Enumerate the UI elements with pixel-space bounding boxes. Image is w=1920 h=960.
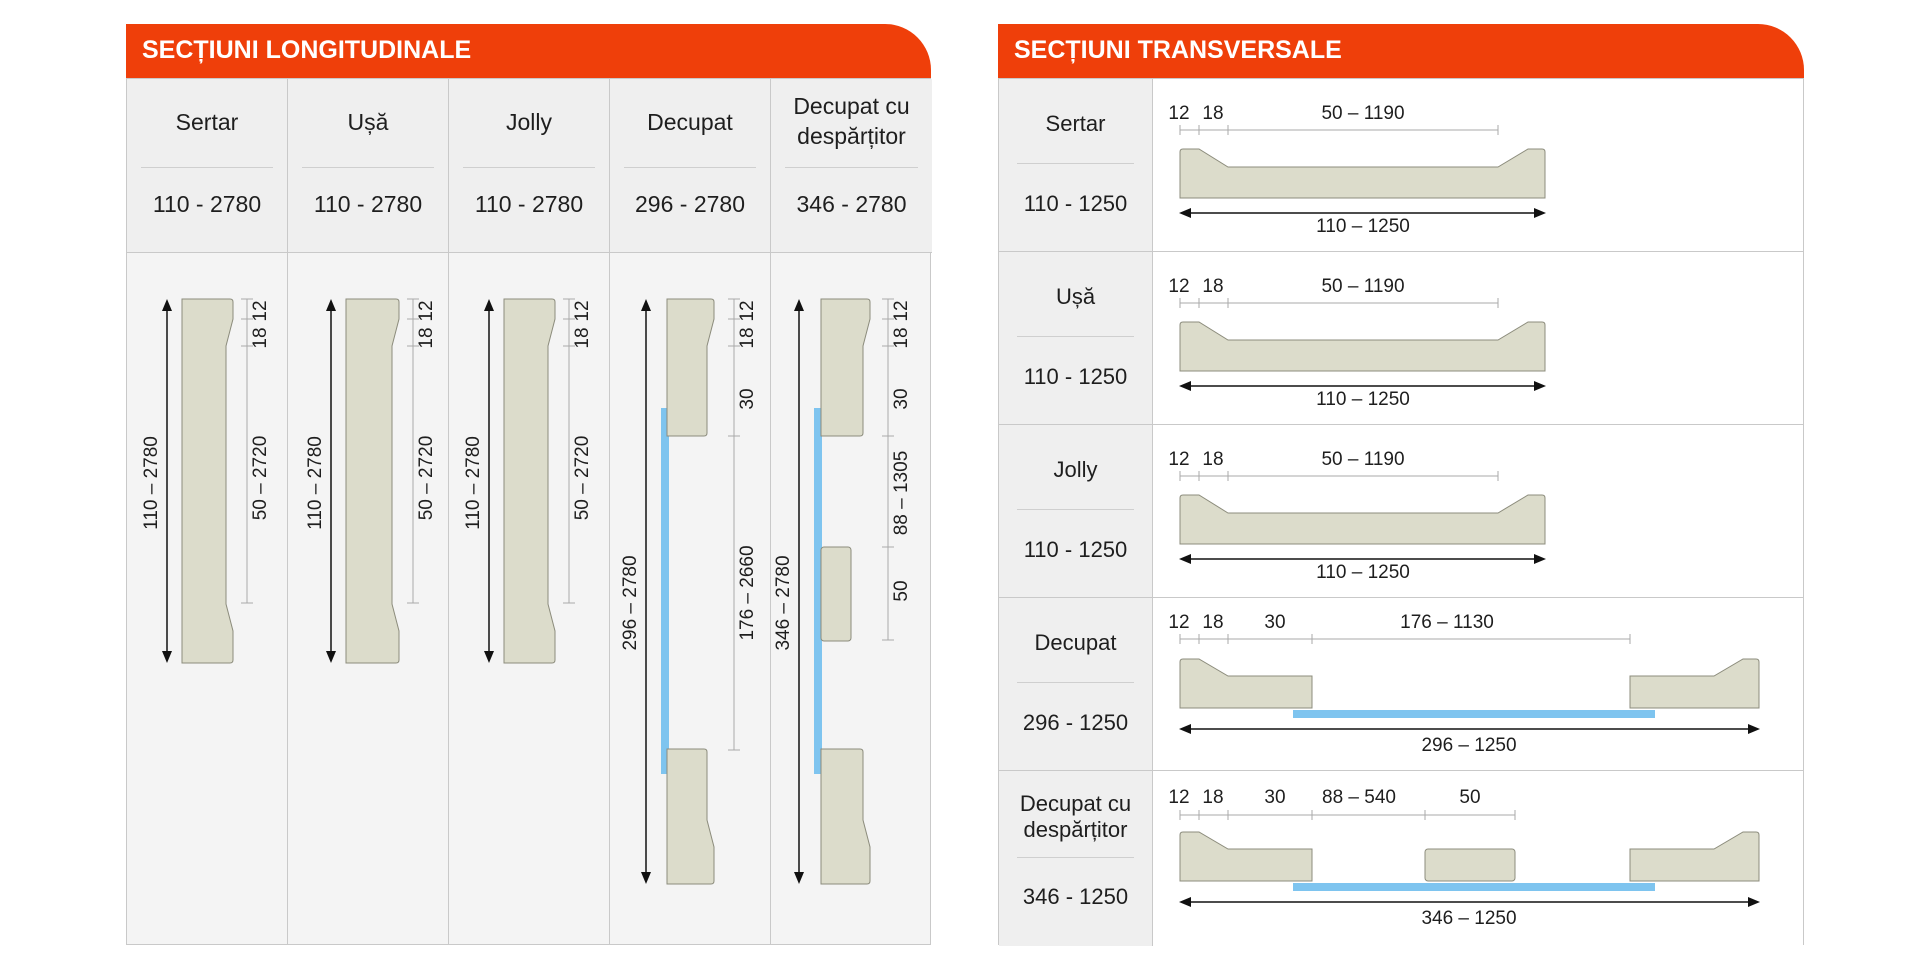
dim-18: 18 [1202, 276, 1224, 297]
dim-30: 30 [891, 388, 912, 410]
profile-diagram [1153, 79, 1803, 252]
dim-18: 18 [572, 327, 593, 349]
dim-18: 18 [1202, 449, 1224, 470]
dim-30: 30 [1264, 612, 1286, 633]
divider [302, 167, 434, 168]
dim-middle: 88 – 540 [1322, 787, 1396, 808]
column-name: Sertar [175, 109, 239, 135]
dim-total: 296 – 1250 [1421, 735, 1517, 756]
dim-total: 346 – 2780 [773, 555, 794, 651]
profile-diagram [1153, 771, 1803, 946]
profile-diagram [127, 253, 288, 946]
divider [1017, 163, 1134, 164]
dim-30: 30 [737, 388, 758, 410]
longitudinal-grid [126, 78, 931, 945]
column-header [288, 79, 448, 253]
dim-main: 50 – 1190 [1321, 449, 1405, 470]
dim-total: 110 – 2780 [141, 436, 162, 530]
dim-50: 50 [891, 580, 912, 602]
dim-12: 12 [891, 300, 912, 322]
dim-total: 296 – 2780 [620, 555, 641, 651]
dim-12: 12 [1168, 449, 1190, 470]
dim-total: 110 – 2780 [463, 436, 484, 530]
dim-18: 18 [891, 327, 912, 349]
row-range: 296 - 1250 [1022, 710, 1129, 735]
column-jolly [449, 79, 610, 944]
dim-total: 110 – 1250 [1316, 562, 1410, 583]
row-range: 346 - 1250 [1022, 884, 1129, 909]
row-range: 110 - 1250 [1023, 191, 1128, 216]
column-range: 346 - 2780 [796, 191, 907, 217]
row-range: 110 - 1250 [1023, 364, 1128, 389]
glass-panel [1293, 883, 1655, 891]
dim-total: 110 – 2780 [305, 436, 326, 530]
column-decupat [610, 79, 771, 944]
column-name: Decupat [647, 109, 733, 135]
dim-middle: 88 – 1305 [891, 450, 912, 536]
dim-12: 12 [1168, 787, 1190, 808]
row-header [999, 425, 1153, 597]
profile-diagram [288, 253, 449, 946]
column-range: 296 - 2780 [635, 191, 745, 217]
dim-50: 50 [1459, 787, 1481, 808]
row-jolly [999, 425, 1803, 598]
dim-12: 12 [1168, 276, 1190, 297]
divider [1017, 682, 1134, 683]
row-decupat [999, 598, 1803, 771]
dim-18: 18 [1202, 787, 1224, 808]
divider [1017, 857, 1134, 858]
dim-main: 50 – 1190 [1321, 276, 1405, 297]
divider [1017, 509, 1134, 510]
divider [1017, 336, 1134, 337]
row-name: Ușă [1055, 284, 1096, 309]
glass-panel [661, 408, 669, 774]
dim-main: 50 – 2720 [416, 435, 437, 521]
row-decupat-despartitor [999, 771, 1803, 946]
row-header [999, 79, 1153, 251]
profile-diagram [1153, 252, 1803, 425]
row-range: 110 - 1250 [1023, 537, 1128, 562]
divider [463, 167, 595, 168]
profile-diagram [1153, 598, 1803, 771]
dim-main: 176 – 2660 [737, 545, 758, 641]
profile-diagram [1153, 425, 1803, 598]
dim-12: 12 [250, 300, 271, 322]
column-usa [288, 79, 449, 944]
transversal-grid [998, 78, 1804, 945]
column-header [127, 79, 287, 253]
column-range: 110 - 2780 [474, 191, 584, 217]
column-sertar [127, 79, 288, 944]
profile-diagram [610, 253, 771, 946]
column-name: Ușă [347, 109, 389, 135]
column-range: 110 - 2780 [152, 191, 262, 217]
dim-12: 12 [572, 300, 593, 322]
column-name: Jolly [505, 109, 552, 135]
dim-main: 50 – 2720 [572, 435, 593, 521]
row-name: Decupat cu despărțitor [1019, 791, 1132, 842]
row-usa [999, 252, 1803, 425]
dim-total: 110 – 1250 [1316, 216, 1410, 237]
dim-18: 18 [737, 327, 758, 349]
row-name: Jolly [1053, 457, 1098, 482]
dim-main: 50 – 1190 [1321, 103, 1405, 124]
dim-main: 50 – 2720 [250, 435, 271, 521]
dim-18: 18 [250, 327, 271, 349]
dim-total: 110 – 1250 [1316, 389, 1410, 410]
column-header [771, 79, 932, 253]
profile-diagram [771, 253, 932, 946]
column-name: Decupat cu despărțitor [793, 93, 910, 149]
column-header [449, 79, 609, 253]
dim-18: 18 [1202, 612, 1224, 633]
row-sertar [999, 79, 1803, 252]
row-name: Decupat [1034, 630, 1117, 655]
glass-panel [1293, 710, 1655, 718]
column-header [610, 79, 770, 253]
dim-12: 12 [416, 300, 437, 322]
row-header [999, 598, 1153, 770]
column-range: 110 - 2780 [313, 191, 423, 217]
dim-12: 12 [1168, 103, 1190, 124]
dim-12: 12 [1168, 612, 1190, 633]
divider [624, 167, 756, 168]
divider [141, 167, 273, 168]
dim-total: 346 – 1250 [1421, 908, 1517, 929]
right-panel-title: SECȚIUNI TRANSVERSALE [998, 24, 1804, 78]
dim-12: 12 [737, 300, 758, 322]
dim-30: 30 [1264, 787, 1286, 808]
dim-18: 18 [1202, 103, 1224, 124]
column-decupat-despartitor [771, 79, 932, 944]
row-header [999, 771, 1153, 946]
row-name: Sertar [1045, 111, 1106, 136]
profile-diagram [449, 253, 610, 946]
dim-18: 18 [416, 327, 437, 349]
divider [785, 167, 918, 168]
left-panel-title: SECȚIUNI LONGITUDINALE [126, 24, 931, 78]
dim-main: 176 – 1130 [1400, 612, 1494, 633]
row-header [999, 252, 1153, 424]
